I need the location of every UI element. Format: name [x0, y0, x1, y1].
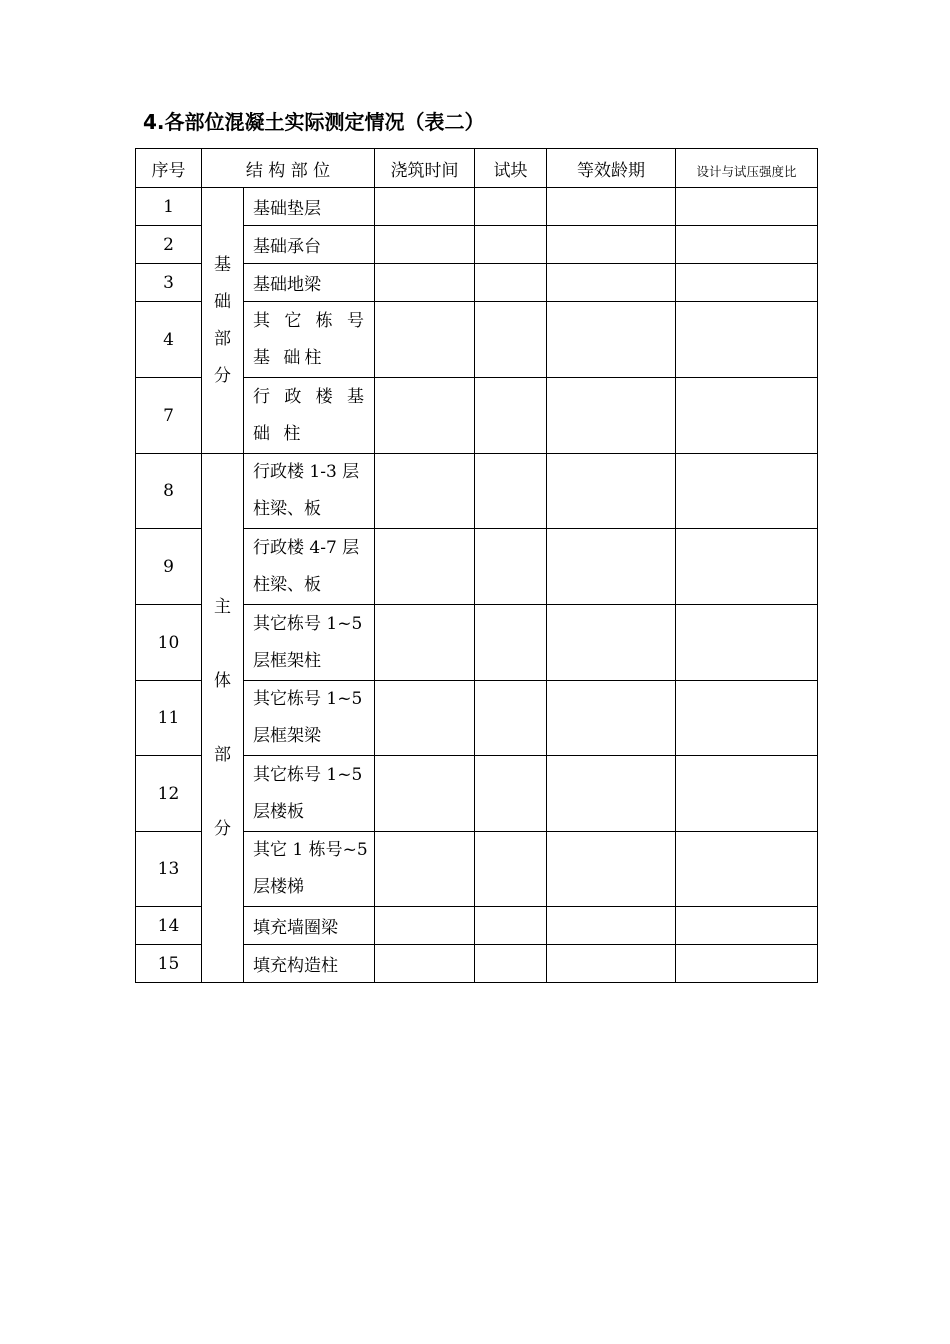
row-seq: 2 — [136, 226, 202, 264]
cell-pour-time — [375, 226, 475, 264]
group-char: 础 — [214, 291, 231, 312]
cell-strength-ratio — [676, 681, 818, 756]
cell-equiv-age — [547, 226, 676, 264]
group-char: 分 — [214, 365, 231, 386]
cell-equiv-age — [547, 188, 676, 226]
row-seq: 8 — [136, 454, 202, 529]
header-pour-time: 浇筑时间 — [375, 149, 475, 188]
group-main — [202, 454, 244, 983]
row-part: 基础承台 — [244, 226, 375, 264]
row-part: 行政楼 1-3 层柱梁、板 — [244, 454, 375, 529]
cell-pour-time — [375, 832, 475, 907]
cell-equiv-age — [547, 264, 676, 302]
cell-pour-time — [375, 945, 475, 983]
row-seq: 10 — [136, 605, 202, 681]
cell-pour-time — [375, 605, 475, 681]
cell-equiv-age — [547, 302, 676, 378]
header-structure: 结 构 部 位 — [202, 149, 375, 188]
cell-test-block — [475, 832, 547, 907]
cell-strength-ratio — [676, 226, 818, 264]
header-equiv-age: 等效龄期 — [547, 149, 676, 188]
row-part: 填充墙圈梁 — [244, 907, 375, 945]
cell-test-block — [475, 529, 547, 605]
cell-equiv-age — [547, 907, 676, 945]
group-char: 主 — [214, 597, 231, 617]
cell-test-block — [475, 605, 547, 681]
group-char: 部 — [214, 328, 231, 349]
cell-test-block — [475, 907, 547, 945]
group-char: 基 — [214, 254, 231, 275]
cell-strength-ratio — [676, 302, 818, 378]
row-seq: 14 — [136, 907, 202, 945]
row-part: 基础垫层 — [244, 188, 375, 226]
cell-pour-time — [375, 302, 475, 378]
cell-test-block — [475, 945, 547, 983]
cell-equiv-age — [547, 529, 676, 605]
cell-pour-time — [375, 264, 475, 302]
header-seq: 序号 — [136, 149, 202, 188]
cell-strength-ratio — [676, 378, 818, 454]
concrete-test-table — [135, 148, 818, 983]
row-seq: 13 — [136, 832, 202, 907]
cell-test-block — [475, 756, 547, 832]
cell-strength-ratio — [676, 945, 818, 983]
row-seq: 7 — [136, 378, 202, 454]
cell-pour-time — [375, 907, 475, 945]
row-seq: 12 — [136, 756, 202, 832]
cell-test-block — [475, 264, 547, 302]
group-char: 部 — [214, 745, 231, 765]
group-foundation — [202, 188, 244, 454]
cell-strength-ratio — [676, 832, 818, 907]
cell-equiv-age — [547, 378, 676, 454]
row-part: 其它栋号 1~5 层框架柱 — [244, 605, 375, 681]
cell-equiv-age — [547, 756, 676, 832]
cell-pour-time — [375, 188, 475, 226]
table-header-row — [136, 149, 818, 188]
row-seq: 3 — [136, 264, 202, 302]
row-seq: 15 — [136, 945, 202, 983]
header-strength-ratio: 设计与试压强度比 — [676, 149, 818, 188]
cell-equiv-age — [547, 945, 676, 983]
row-part: 其它栋号 1~5 层楼板 — [244, 756, 375, 832]
cell-test-block — [475, 302, 547, 378]
row-seq: 4 — [136, 302, 202, 378]
cell-test-block — [475, 681, 547, 756]
table-row — [136, 454, 818, 529]
cell-pour-time — [375, 756, 475, 832]
cell-strength-ratio — [676, 907, 818, 945]
row-part: 其它栋号 1~5 层框架梁 — [244, 681, 375, 756]
row-part: 其它 1 栋号~5 层楼梯 — [244, 832, 375, 907]
row-seq: 9 — [136, 529, 202, 605]
cell-equiv-age — [547, 832, 676, 907]
row-part: 其 它 栋 号 基 础柱 — [244, 302, 375, 378]
cell-pour-time — [375, 454, 475, 529]
group-char: 分 — [214, 819, 231, 839]
row-part: 基础地梁 — [244, 264, 375, 302]
cell-pour-time — [375, 681, 475, 756]
row-part: 行 政 楼 基 础 柱 — [244, 378, 375, 454]
cell-equiv-age — [547, 681, 676, 756]
cell-test-block — [475, 226, 547, 264]
header-test-block: 试块 — [475, 149, 547, 188]
cell-equiv-age — [547, 454, 676, 529]
cell-strength-ratio — [676, 188, 818, 226]
cell-strength-ratio — [676, 529, 818, 605]
cell-test-block — [475, 454, 547, 529]
cell-strength-ratio — [676, 756, 818, 832]
row-seq: 11 — [136, 681, 202, 756]
cell-strength-ratio — [676, 605, 818, 681]
cell-test-block — [475, 378, 547, 454]
cell-pour-time — [375, 529, 475, 605]
page-title: 4.各部位混凝土实际测定情况（表二） — [143, 110, 485, 134]
cell-strength-ratio — [676, 454, 818, 529]
cell-test-block — [475, 188, 547, 226]
row-part: 行政楼 4-7 层柱梁、板 — [244, 529, 375, 605]
cell-pour-time — [375, 378, 475, 454]
cell-equiv-age — [547, 605, 676, 681]
table-row — [136, 188, 818, 226]
cell-strength-ratio — [676, 264, 818, 302]
row-part: 填充构造柱 — [244, 945, 375, 983]
group-char: 体 — [214, 671, 231, 691]
row-seq: 1 — [136, 188, 202, 226]
